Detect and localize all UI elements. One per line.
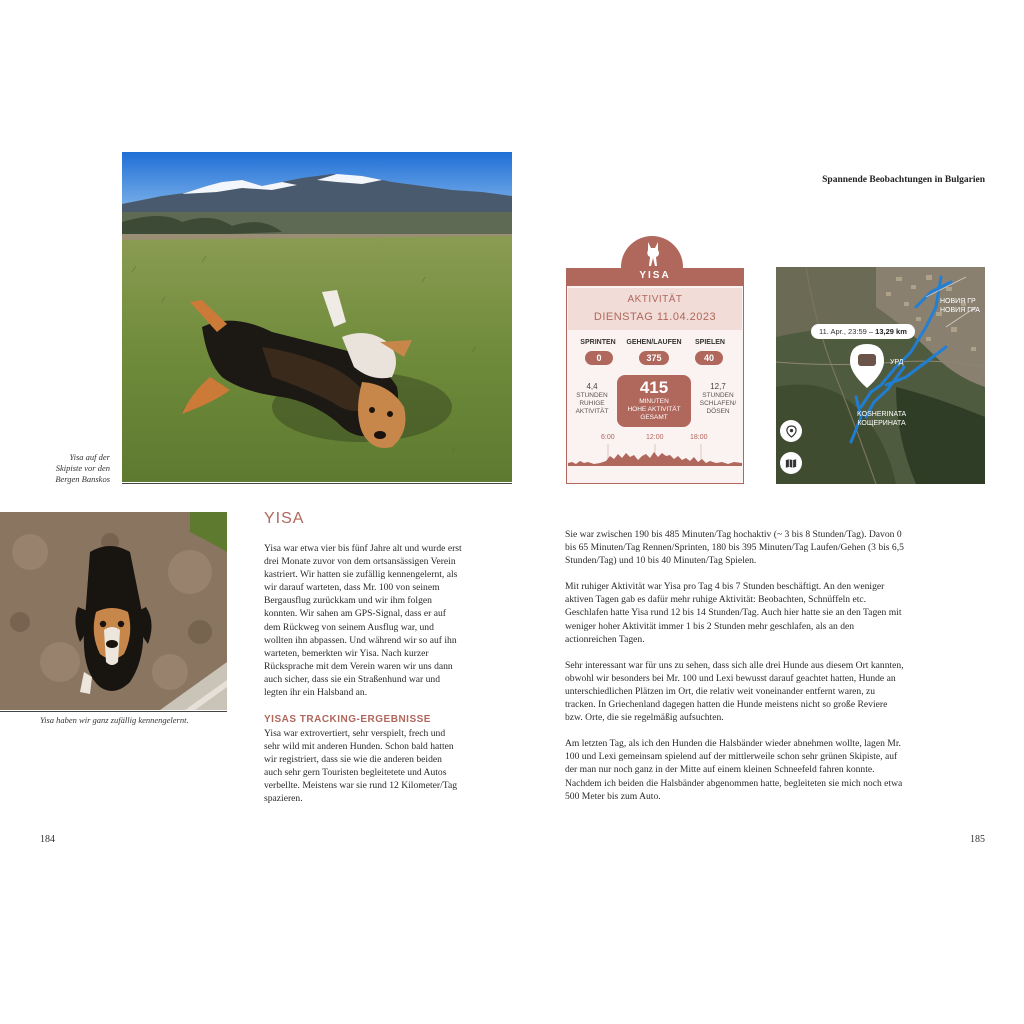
activity-timeline xyxy=(568,444,742,466)
map-place-line: КОЩЕРИНАТА xyxy=(857,420,906,427)
photo-underline xyxy=(0,711,227,712)
map-distance: 13,29 km xyxy=(875,327,907,336)
total-line: HOHE AKTIVITÄT xyxy=(627,406,681,413)
map-place-bottom xyxy=(857,410,906,428)
right-column-text xyxy=(565,528,905,803)
dog-silhouette-icon xyxy=(640,240,666,268)
page-number-left: 184 xyxy=(40,834,55,845)
article-intro: Yisa war etwa vier bis fünf Jahre alt und wurde erst drei Monate zuvor von dem ortsansässigen Verein kastriert. Wir hatten sie zufällig kennengelernt, als wir darauf warteten, dass Mr. 100 von seinem Bergausflug zurückkam und wir ihm folgen konnten. Wir sahen am GPS-Signal, dass er auf dem Rückweg von seinem Ausflug war, und wollten ihn abpassen. Und während wir so auf ihn warteten, bemerkten wir Yisa. Nach kurzer Rücksprache mit dem Verein waren wir uns dann auch sicher, dass sie ein Straßenhund war und legten ihr ein Halsband an. xyxy=(264,543,462,699)
paragraph: Sehr interessant war für uns zu sehen, dass sich alle drei Hunde aus diesem Ort kannten, obwohl wir besonders bei Mr. 100 und Lexi bewusst darauf geachtet hatten, Hunde an unterschiedlichen Plätzen im Ort, die relativ weit voneinander entfernt waren, zu tracken. In Griechenland dagegen hatten die Hunde meistens nicht so große Reviere bzw. Orte, die sie regelmäßig aufsuchten. xyxy=(565,659,904,724)
map-place-line: НОВИЯ ГРА xyxy=(940,307,980,314)
map-place-line: KOSHERINATA xyxy=(857,411,907,418)
caption-dog-photo: Yisa haben wir ganz zufällig kennengelernt. xyxy=(40,715,189,725)
metric-label-sprinten: SPRINTEN xyxy=(580,339,616,346)
photo-yisa-looking-up xyxy=(0,512,227,710)
stat-line: SCHLAFEN/ xyxy=(699,400,737,407)
card-activity-label: AKTIVITÄT xyxy=(627,294,683,305)
caption-mountain-photo xyxy=(40,452,110,485)
map-date: 11. Apr., 23:59 – xyxy=(819,327,874,336)
time-label: 12:00 xyxy=(646,434,664,441)
metric-value-gehen-laufen: 375 xyxy=(639,351,669,365)
page-number-right: 185 xyxy=(970,834,985,845)
metric-label-spielen: SPIELEN xyxy=(695,339,725,346)
paragraph: Sie war zwischen 190 bis 485 Minuten/Tag hochaktiv (~ 3 bis 8 Stunden/Tag). Davon 0 bis 65 Minuten/Tag Rennen/Sprinten, 180 bis 395 Minuten/Tag Laufen/Gehen (3 bis 6,5 Stunden/Tag) und 10 bis 40 Minuten/Tag Spielen. xyxy=(565,529,904,567)
location-pin-button[interactable] xyxy=(780,420,802,442)
caption-line: Bergen Banskos xyxy=(55,474,110,484)
tracker-marker xyxy=(848,343,886,389)
running-head: Spannende Beobachtungen in Bulgarien xyxy=(822,175,985,185)
time-label: 6:00 xyxy=(601,434,615,441)
map-icon xyxy=(785,458,797,469)
card-dog-name: YISA xyxy=(639,270,671,281)
photo-yisa-ski-slope xyxy=(122,152,512,482)
caption-line: Yisa auf der xyxy=(69,452,110,462)
stat-line: DÖSEN xyxy=(706,408,730,415)
map-layers-button[interactable] xyxy=(780,452,802,474)
time-label: 18:00 xyxy=(690,434,708,441)
photo-underline xyxy=(122,483,512,484)
stat-schlafen xyxy=(694,383,742,416)
location-pin-icon xyxy=(786,425,797,438)
metric-value-sprinten: 0 xyxy=(585,351,613,365)
total-value: 415 xyxy=(639,378,669,397)
stat-line: AKTIVITÄT xyxy=(575,408,609,415)
map-place-line: НОВИЯ ГР xyxy=(940,298,976,305)
total-activity-box xyxy=(617,375,691,427)
caption-line: Skipiste vor den xyxy=(55,463,110,473)
metric-value-spielen: 40 xyxy=(695,351,723,365)
article-title: YISA xyxy=(264,510,305,527)
card-date: DIENSTAG 11.04.2023 xyxy=(593,311,717,323)
stat-value: 12,7 xyxy=(710,382,726,391)
metric-label-gehen-laufen: GEHEN/LAUFEN xyxy=(626,339,682,346)
paragraph: Am letzten Tag, als ich den Hunden die Halsbänder wieder abnehmen wollte, lagen Mr. 100 und Lexi gemeinsam spielend auf der mittlerweile schon sehr grünen Skipiste, auf der man nur noch ganz in der Mitte auf einem kleinen Schneefeld fahren konnte. Nachdem ich beiden die Halsbänder abgenommen hatte, begleiteten sie mich noch etwa 500 Meter bis zum Auto. xyxy=(565,738,903,802)
stat-ruhige-aktivitaet xyxy=(568,383,616,416)
tracking-text: Yisa war extrovertiert, sehr verspielt, frech und sehr wild mit anderen Hunden. Schon bald hatten wir registriert, dass sie wie die anderen beiden auch sehr gern Touristen begleitetete und Autos verbellte. Meistens war sie rund 12 Kilometer/Tag spazieren. xyxy=(264,728,458,805)
map-place-top xyxy=(940,297,980,315)
tracking-subtitle: YISAS TRACKING-ERGEBNISSE xyxy=(264,714,431,725)
stat-line: RUHIGE xyxy=(579,400,605,407)
total-line: GESAMT xyxy=(640,414,668,421)
map-date-label xyxy=(811,324,915,339)
paragraph: Mit ruhiger Aktivität war Yisa pro Tag 4 bis 7 Stunden beschäftigt. An den weniger aktiven Tagen gab es dafür mehr ruhige Aktivität: Beobachten, Schnüffeln etc. Geschlafen hatte Yisa rund 12 bis 14 Stunden/Tag. Auch hier hatte sie an den Tagen mit weniger hoher Aktivität immer 1 bis 2 Stunden mehr geschlafen, als an den actionreichen Tagen. xyxy=(565,581,902,645)
map-place-right: УРД xyxy=(890,359,904,366)
total-line: MINUTEN xyxy=(639,398,669,405)
stat-line: STUNDEN xyxy=(702,392,734,399)
stat-line: STUNDEN xyxy=(576,392,608,399)
stat-value: 4,4 xyxy=(586,382,598,391)
